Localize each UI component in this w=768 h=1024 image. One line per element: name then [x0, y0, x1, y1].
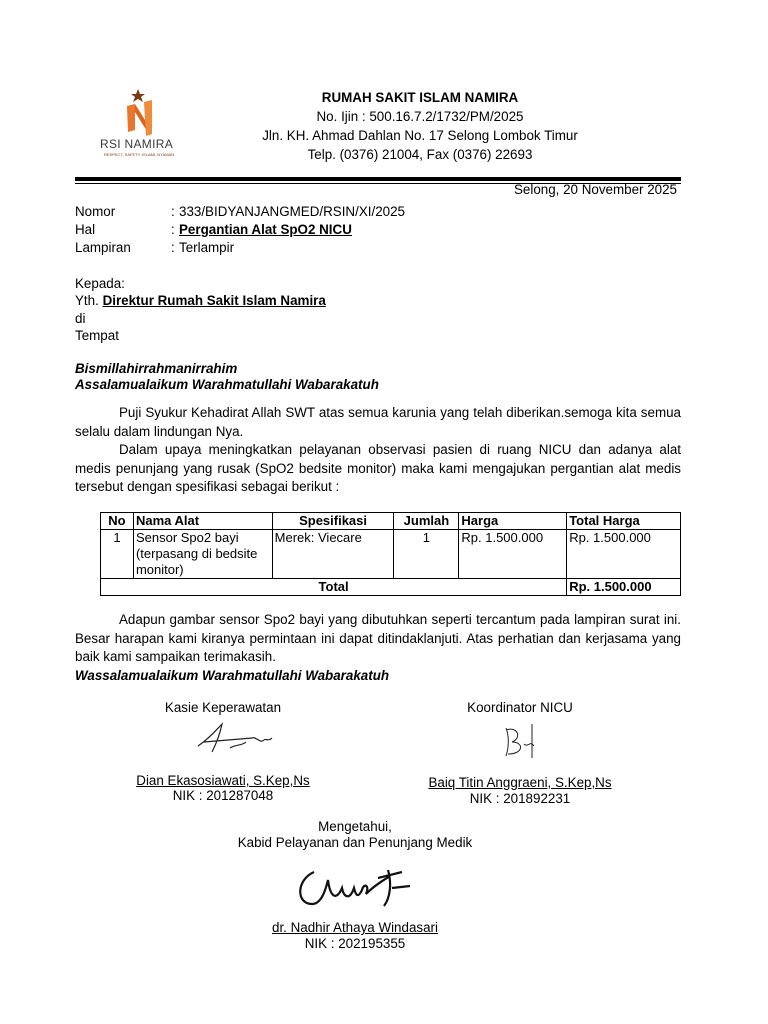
row-spesifikasi: Merek: Viecare — [272, 530, 394, 579]
hal-value: Pergantian Alat SpO2 NICU — [179, 222, 352, 237]
tempat-label: Tempat — [75, 328, 119, 343]
license-number: No. Ijin : 500.16.7.2/1732/PM/2025 — [316, 109, 524, 124]
header-no: No — [101, 513, 134, 530]
row-nama-alat: Sensor Spo2 bayi (terpasang di bedsite monitor) — [133, 530, 272, 579]
paragraph-2-text: Dalam upaya meningkatkan pelayanan observasi pasien di ruang NICU dan adanya alat medis penunjang yang rusak (SpO2 bedsite monitor) maka kami mengajukan pergantian alat medis tersebut dengan spesifikasi sebagai berikut : — [75, 442, 681, 494]
hospital-address: Jln. KH. Ahmad Dahlan No. 17 Selong Lombok Timur — [262, 128, 578, 143]
header-jumlah: Jumlah — [394, 513, 459, 530]
hospital-logo — [100, 88, 200, 160]
paragraph-2 — [75, 441, 681, 497]
lampiran-value: Terlampir — [179, 240, 235, 255]
salam-closing: Wassalamualaikum Warahmatullahi Wabarakatuh — [75, 668, 390, 683]
header-harga: Harga — [459, 513, 567, 530]
signature-bottom-name: dr. Nadhir Athaya Windasari — [272, 920, 438, 935]
nomor-value: 333/BIDYANJANGMED/RSIN/XI/2025 — [179, 204, 405, 219]
addressee-name: Direktur Rumah Sakit Islam Namira — [102, 293, 326, 308]
signature-right-mark — [496, 718, 546, 762]
hal-label: Hal — [75, 222, 96, 237]
logo-text: RSI NAMIRA — [100, 137, 174, 151]
hospital-phone: Telp. (0376) 21004, Fax (0376) 22693 — [307, 147, 533, 162]
logo-tagline: RESPECT, SAFETY, ISLAMI, NYAMAN — [104, 152, 175, 157]
mengetahui-label: Mengetahui, — [318, 819, 392, 834]
bismillah: Bismillahirrahmanirrahim — [75, 361, 238, 376]
colon: : — [171, 240, 175, 255]
signature-bottom-nik: NIK : 202195355 — [304, 936, 406, 951]
signature-right-role: Koordinator NICU — [467, 700, 573, 715]
header-spesifikasi: Spesifikasi — [272, 513, 394, 530]
row-no: 1 — [101, 530, 134, 579]
meta-nomor — [75, 203, 681, 221]
meta-hal — [75, 221, 681, 239]
row-total-harga: Rp. 1.500.000 — [567, 530, 681, 579]
addressee-line — [75, 292, 326, 309]
hospital-name: RUMAH SAKIT ISLAM NAMIRA — [321, 90, 519, 105]
table-total-row — [101, 579, 681, 596]
salam-opening: Assalamualaikum Warahmatullahi Wabarakatuh — [75, 377, 379, 392]
specification-table — [100, 512, 681, 596]
nomor-label: Nomor — [75, 204, 116, 219]
letterhead-text — [200, 88, 640, 164]
header-total-harga: Total Harga — [567, 513, 681, 530]
paragraph-1-text: Puji Syukur Kehadirat Allah SWT atas semua karunia yang telah diberikan.semoga kita semua selalu dalam lindungan Nya. — [75, 405, 681, 439]
row-jumlah: 1 — [394, 530, 459, 579]
signature-right-name: Baiq Titin Anggraeni, S.Kep,Ns — [428, 775, 612, 790]
colon: : — [171, 222, 175, 237]
colon: : — [171, 204, 175, 219]
signature-left-nik: NIK : 201287048 — [172, 788, 274, 803]
kepada-label: Kepada: — [75, 276, 125, 291]
letter-date: Selong, 20 November 2025 — [513, 182, 677, 197]
total-value: Rp. 1.500.000 — [567, 579, 681, 596]
signature-left-name: Dian Ekasosiawati, S.Kep,Ns — [136, 773, 310, 788]
signature-left-mark — [190, 718, 280, 758]
table-header-row — [101, 513, 681, 530]
paragraph-1 — [75, 404, 681, 441]
signature-right-nik: NIK : 201892231 — [469, 791, 571, 806]
lampiran-label: Lampiran — [75, 240, 131, 255]
di-label: di — [75, 311, 86, 326]
meta-lampiran — [75, 239, 681, 257]
header-nama-alat: Nama Alat — [133, 513, 272, 530]
table-row — [101, 530, 681, 579]
total-label: Total — [101, 579, 567, 596]
paragraph-3 — [75, 611, 681, 667]
signature-left-role: Kasie Keperawatan — [164, 700, 282, 715]
signature-bottom-mark — [292, 858, 422, 914]
row-harga: Rp. 1.500.000 — [459, 530, 567, 579]
paragraph-3-text: Adapun gambar sensor Spo2 bayi yang dibutuhkan seperti tercantum pada lampiran surat ini. Besar harapan kami kiranya permintaan ini dapat ditindaklanjuti. Atas perhatian dan kerjasama yang baik kami sampaikan terimakasih. — [75, 612, 681, 664]
yth-label: Yth. — [75, 293, 99, 308]
signature-bottom-role: Kabid Pelayanan dan Penunjang Medik — [237, 835, 473, 850]
